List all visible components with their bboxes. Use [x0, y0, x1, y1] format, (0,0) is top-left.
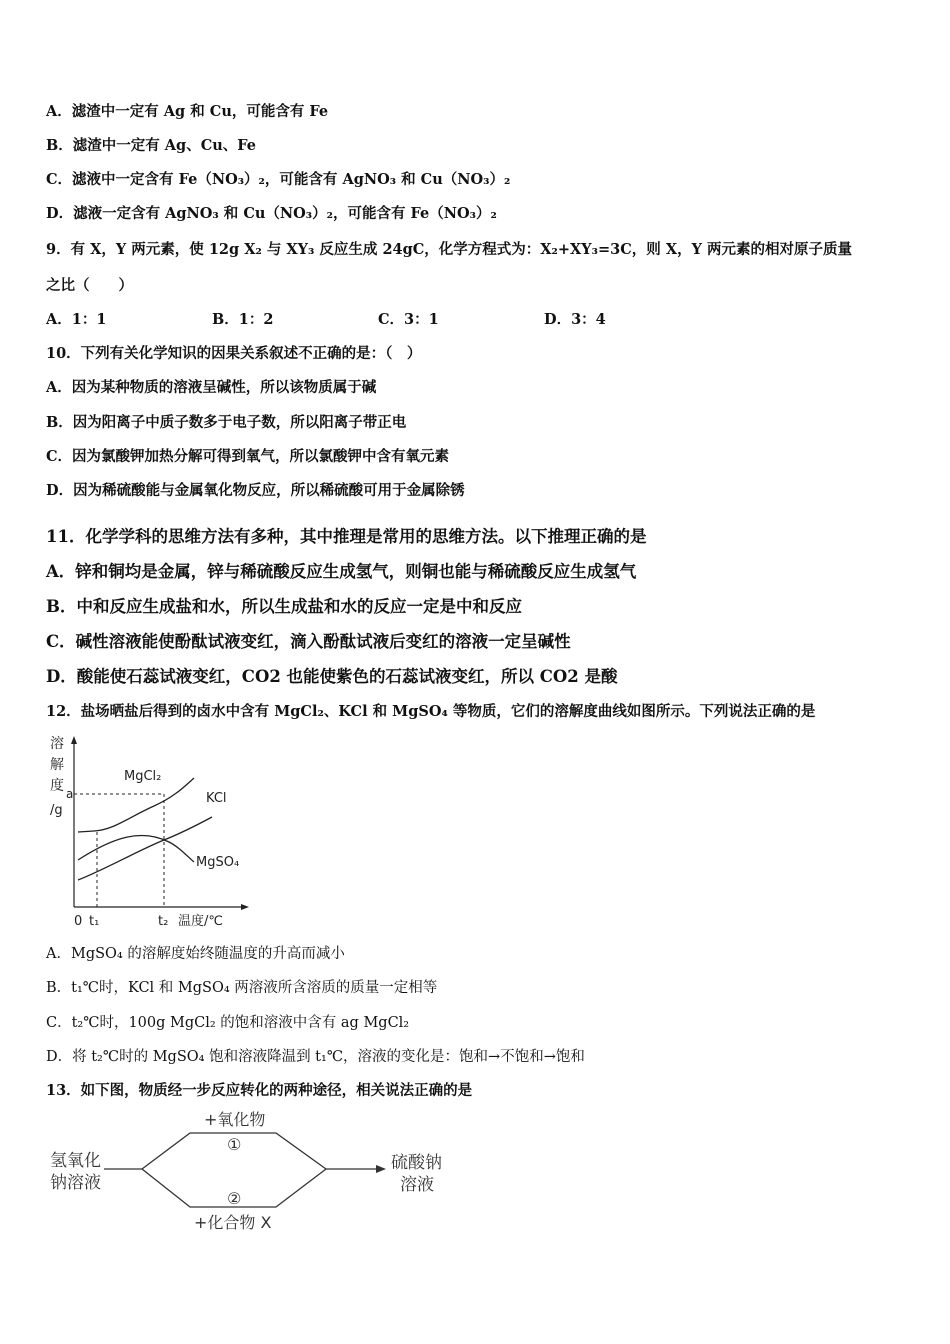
chart-x-arrow [241, 904, 249, 910]
chart-origin-label: 0 [74, 914, 83, 929]
q12-option-b: B．t₁℃时，KCl 和 MgSO₄ 两溶液所含溶质的质量一定相等 [46, 980, 438, 996]
q10-option-a: A．因为某种物质的溶液呈碱性，所以该物质属于碱 [46, 379, 377, 396]
q9-stem-line2: 之比（ ） [46, 277, 133, 294]
chart-ylabel-1: 溶 [50, 736, 64, 752]
q10-stem: 10．下列有关化学知识的因果关系叙述不正确的是：（ ） [46, 345, 422, 362]
q8-option-a: A．滤渣中一定有 Ag 和 Cu，可能含有 Fe [46, 103, 329, 120]
q12-option-a: A．MgSO₄ 的溶解度始终随温度的升高而减小 [46, 946, 345, 962]
q8-option-b: B．滤渣中一定有 Ag、Cu、Fe [46, 137, 257, 154]
curve-mgso4 [78, 835, 194, 862]
q9-option-d: D．3：4 [544, 311, 606, 328]
chart-a-label: a [66, 787, 74, 801]
q8-option-c: C．滤液中一定含有 Fe（NO₃）₂，可能含有 AgNO₃ 和 Cu（NO₃）₂ [46, 171, 511, 188]
q11-option-d: D．酸能使石蕊试液变红，CO2 也能使紫色的石蕊试液变红，所以 CO2 是酸 [46, 667, 618, 686]
diagram-start-line2: 钠溶液 [50, 1173, 101, 1193]
chart-t2-label: t₂ [158, 914, 169, 929]
diagram-end-line2: 溶液 [400, 1175, 434, 1195]
diagram-top-number: ① [227, 1135, 242, 1154]
q11-option-c: C．碱性溶液能使酚酞试液变红，滴入酚酞试液后变红的溶液一定呈碱性 [46, 632, 571, 651]
q11-option-b: B．中和反应生成盐和水，所以生成盐和水的反应一定是中和反应 [46, 597, 522, 616]
curve-mgso4-label: MgSO₄ [196, 855, 240, 870]
chart-t1-label: t₁ [89, 914, 100, 929]
q12-option-d: D．将 t₂℃时的 MgSO₄ 饱和溶液降温到 t₁℃，溶液的变化是：饱和→不饱和→饱和 [46, 1049, 585, 1065]
diagram-bottom-label: +化合物 X [194, 1213, 272, 1232]
chart-xlabel: 温度/℃ [178, 914, 223, 929]
q8-option-d: D．滤液一定含有 AgNO₃ 和 Cu（NO₃）₂，可能含有 Fe（NO₃）₂ [46, 205, 497, 222]
chart-y-arrow [71, 736, 77, 744]
chart-ylabel-2: 解 [50, 757, 64, 773]
q13-stem: 13．如下图，物质经一步反应转化的两种途径，相关说法正确的是 [46, 1082, 473, 1099]
q10-option-c: C．因为氯酸钾加热分解可得到氧气，所以氯酸钾中含有氧元素 [46, 448, 450, 465]
diagram-start-line1: 氢氧化 [50, 1151, 101, 1171]
q10-option-b: B．因为阳离子中质子数多于电子数，所以阳离子带正电 [46, 414, 407, 431]
q9-option-a: A．1：1 [46, 311, 107, 328]
curve-mgcl2-label: MgCl₂ [124, 769, 162, 784]
curve-kcl-label: KCl [206, 791, 227, 806]
solubility-chart [44, 732, 254, 932]
q9-option-c: C．3：1 [378, 311, 439, 328]
diagram-arrow-head [376, 1165, 386, 1173]
q9-stem-line1: 9．有 X，Y 两元素，使 12g X₂ 与 XY₃ 反应生成 24gC，化学方程式为：X₂+XY₃=3C，则 X，Y 两元素的相对原子质量 [46, 241, 852, 258]
q9-option-b: B．1：2 [212, 311, 274, 328]
q11-stem: 11．化学学科的思维方法有多种，其中推理是常用的思维方法。以下推理正确的是 [46, 527, 647, 546]
chart-ylabel-4: /g [50, 803, 63, 818]
diagram-bottom-number: ② [227, 1189, 242, 1208]
q9-options [46, 310, 710, 330]
diagram-end-line1: 硫酸钠 [391, 1153, 442, 1173]
chart-ylabel-3: 度 [50, 778, 64, 794]
q10-option-d: D．因为稀硫酸能与金属氧化物反应，所以稀硫酸可用于金属除锈 [46, 482, 465, 499]
q12-option-c: C．t₂℃时，100g MgCl₂ 的饱和溶液中含有 ag MgCl₂ [46, 1015, 410, 1031]
diagram-top-label: +氧化物 [204, 1110, 266, 1129]
conversion-diagram [44, 1106, 464, 1236]
q12-stem: 12．盐场晒盐后得到的卤水中含有 MgCl₂、KCl 和 MgSO₄ 等物质，它们的溶解度曲线如图所示。下列说法正确的是 [46, 703, 816, 720]
q11-option-a: A．锌和铜均是金属，锌与稀硫酸反应生成氢气，则铜也能与稀硫酸反应生成氢气 [46, 562, 637, 581]
curve-mgcl2 [78, 778, 194, 832]
